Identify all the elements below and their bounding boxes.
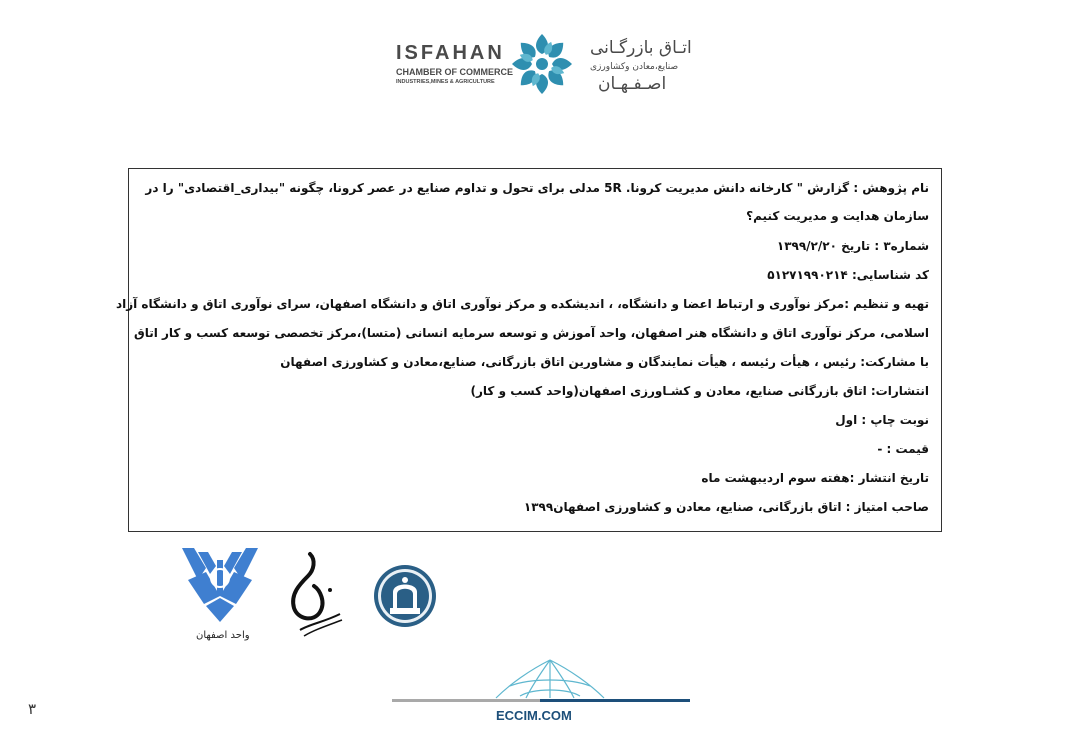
research-title-line-2: سازمان هدایت و مدیریت کنیم؟	[746, 209, 929, 223]
azad-university-caption: واحد اصفهان	[196, 630, 250, 641]
identification-code: کد شناسایی: ۵۱۲۷۱۹۹۰۲۱۴	[767, 268, 929, 282]
logo-persian-city: اصـفـهـان	[598, 74, 667, 94]
logo-english-subtitle-2: INDUSTRIES,MINES & AGRICULTURE	[396, 79, 495, 85]
publication-info-box	[115, 168, 942, 532]
prepared-by-line-1: تهیه و تنظیم :مرکز نوآوری و ارتباط اعضا و دانشگاه، ، اندیشکده و مرکز نوآوری اتاق و دانشگاه اصفهان، سرای نوآوری اتاق و دانشگاه آزاد	[115, 297, 929, 311]
publisher-line: انتشارات: اتاق بازرگانی صنایع، معادن و کشـاورزی اصفهان(واحد کسب و کار)	[470, 384, 929, 398]
issue-number-date: شماره۳ : تاریخ ۱۳۹۹/۲/۲۰	[776, 239, 929, 253]
logo-persian-subtitle: صنایع،معادن وکشاورزی	[590, 62, 679, 72]
chamber-logo	[392, 32, 712, 102]
research-title-line-1: نام پژوهش : گزارش " کارخانه دانش مدیریت کرونا. 5R مدلی برای تحول و تداوم صنایع در عصر کرونا، چگونه "بیداری_اقتصادی" را در	[145, 181, 929, 195]
isfahan-university-logo	[372, 562, 438, 630]
footer-website: ECCIM.COM	[496, 708, 572, 723]
price: قیمت : -	[877, 442, 929, 456]
participation-line: با مشارکت: رئیس ، هیأت رئیسه ، هیأت نمایندگان و مشاورین اتاق بازرگانی، صنایع،معادن و کشاورزی اصفهان	[280, 355, 929, 369]
prepared-by-line-2: اسلامی، مرکز نوآوری اتاق و دانشگاه هنر اصفهان، واحد آموزش و توسعه سرمایه انسانی (متسا)،مرکز تخصصی توسعه کسب و کار اتاق	[133, 326, 929, 340]
logo-english-title: ISFAHAN	[396, 42, 505, 64]
logo-persian-title: اتـاق بازرگـانی	[590, 38, 692, 58]
chamber-emblem-icon	[510, 32, 574, 96]
azad-university-logo	[180, 546, 260, 646]
footer-divider-gray	[392, 699, 542, 702]
print-edition: نوبت چاپ : اول	[835, 413, 929, 427]
art-university-logo	[280, 550, 346, 640]
page-number: ۳	[28, 700, 37, 718]
footer-emblem-icon	[490, 656, 610, 700]
license-holder: صاحب امتیاز : اتاق بازرگانی، صنایع، معادن و کشاورزی اصفهان۱۳۹۹	[523, 500, 929, 514]
publication-date: تاریخ انتشار :هفته سوم اردیبهشت ماه	[701, 471, 929, 485]
footer-divider-blue	[540, 699, 690, 702]
logo-english-subtitle: CHAMBER OF COMMERCE	[396, 67, 513, 77]
